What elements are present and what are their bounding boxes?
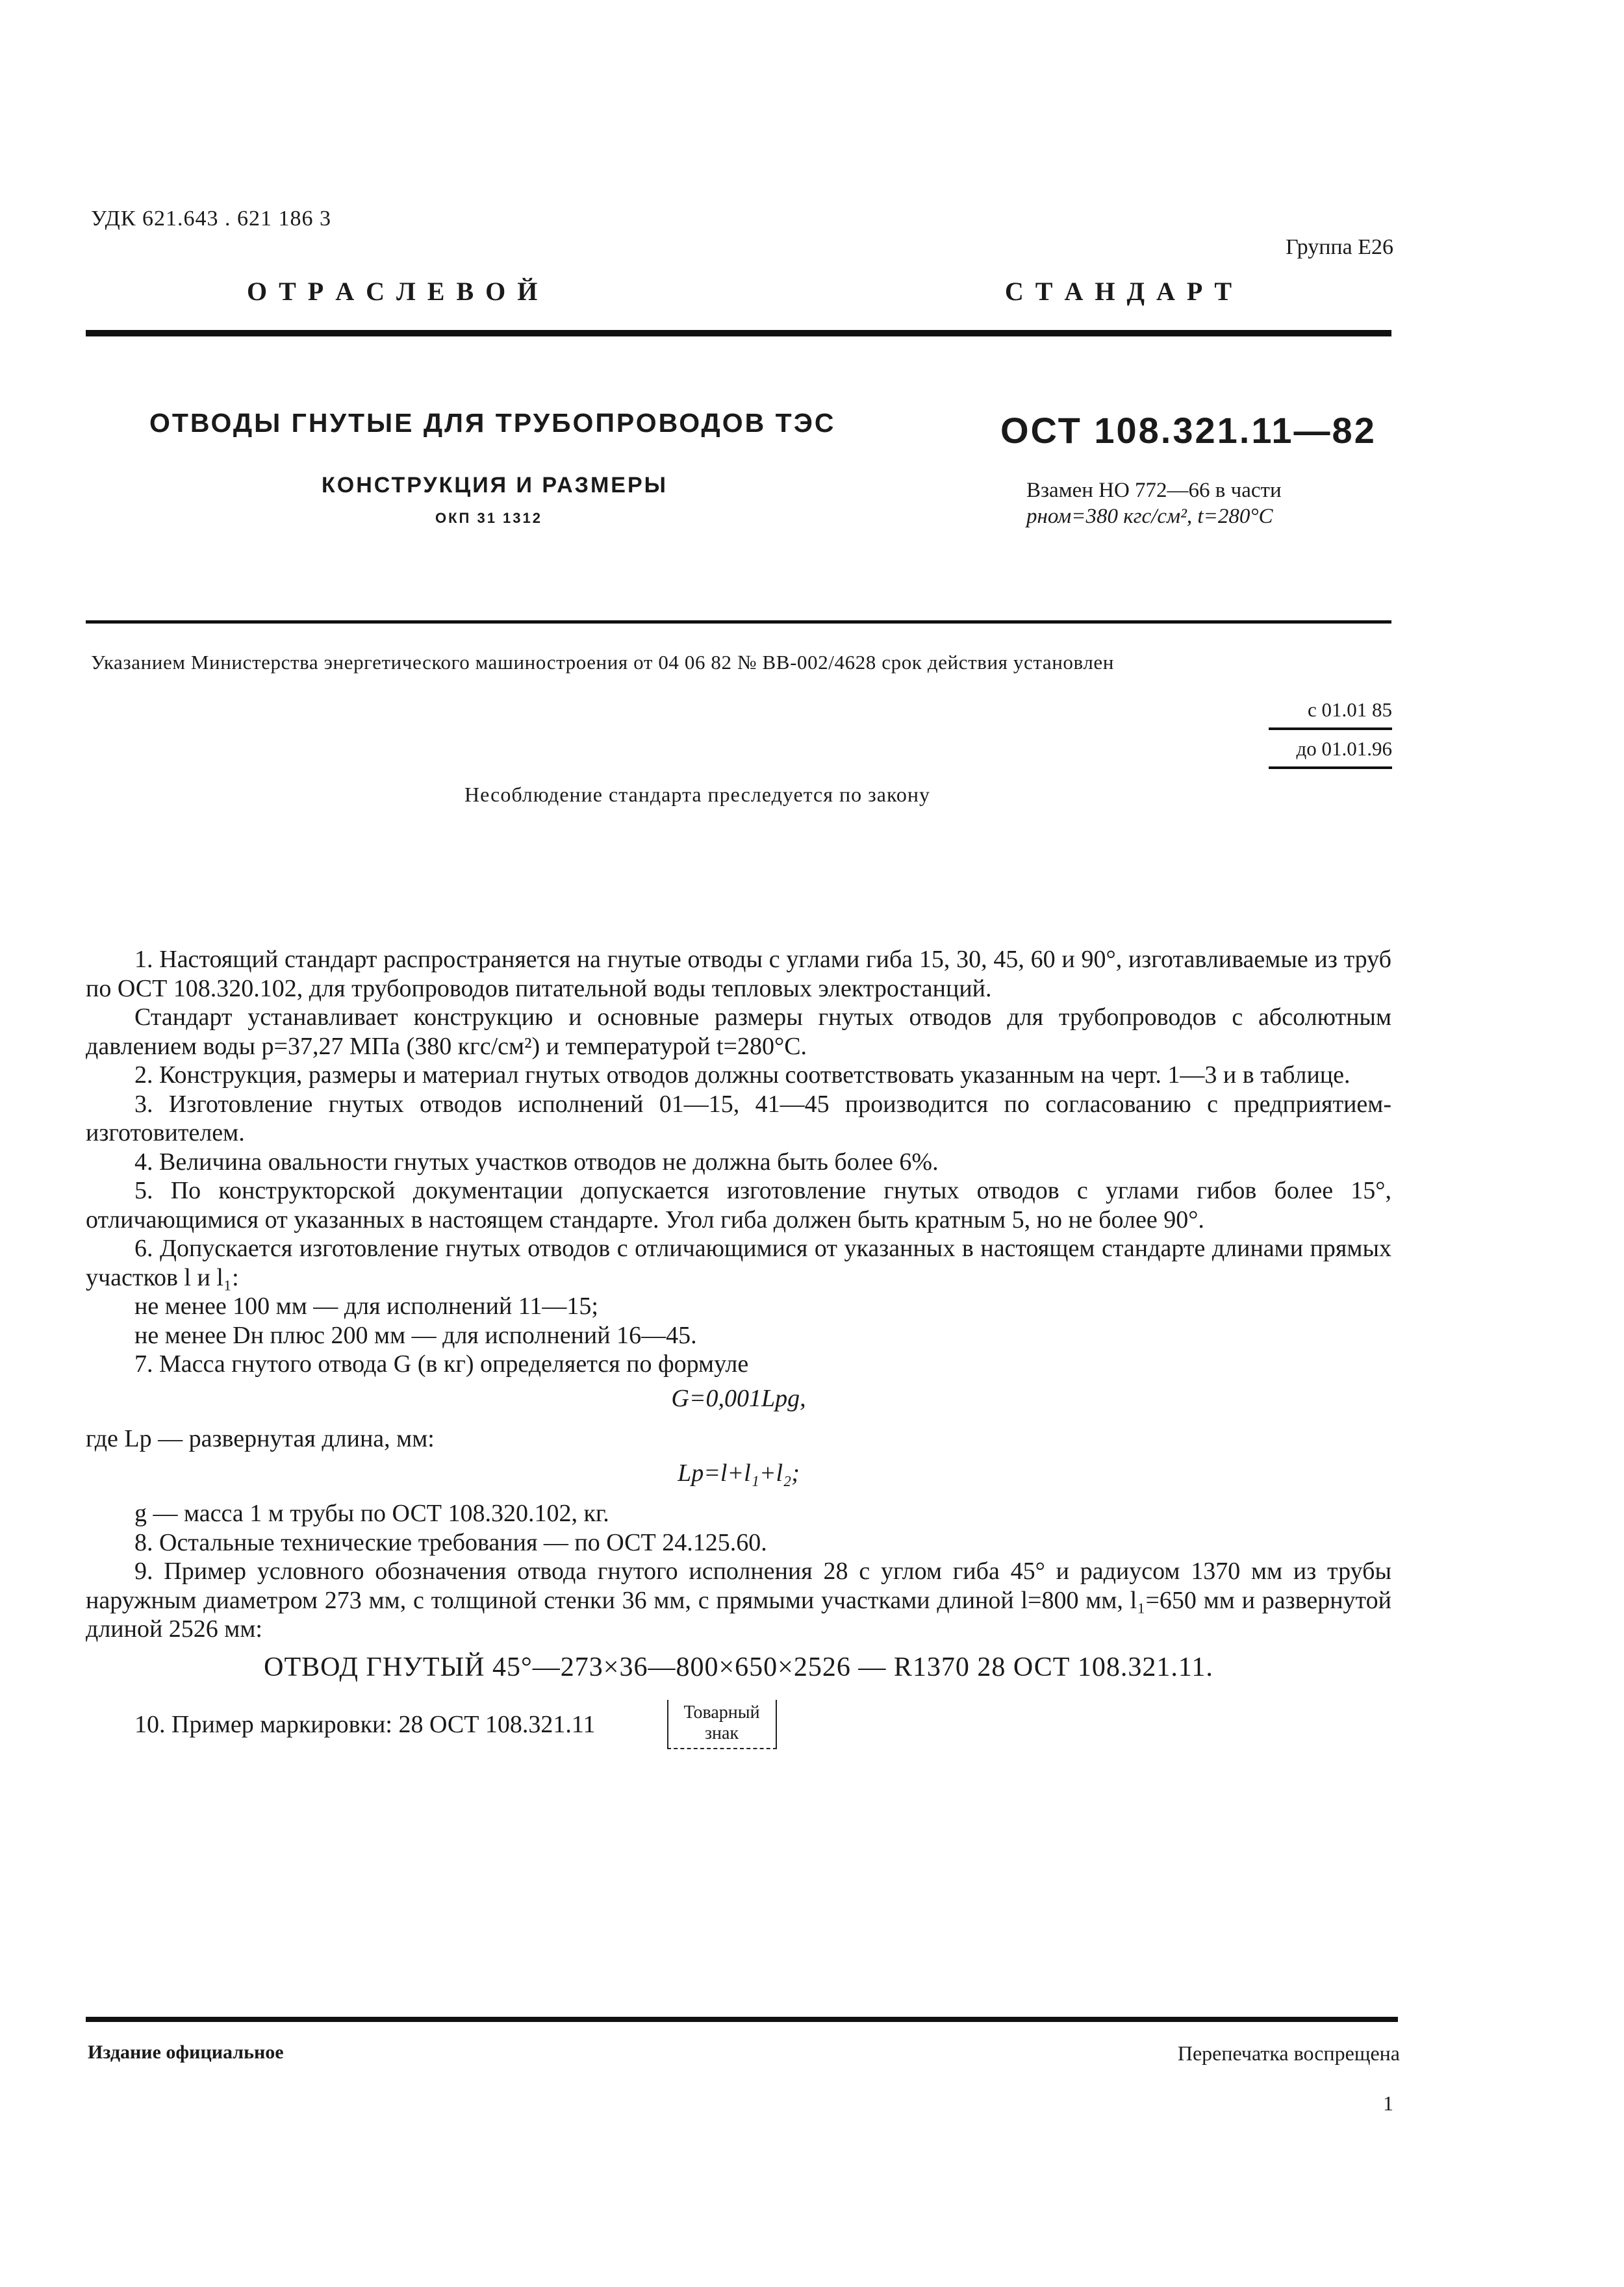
clause-6: 6. Допускается изготовление гнутых отводов с отличающимися от указанных в настоящем стандарте длинами прямых участков l и l₁:: [86, 1235, 1391, 1291]
replaces-line-1: Взамен НО 772—66 в части: [1026, 479, 1282, 502]
clause-1-scope: Стандарт устанавливает конструкцию и основные размеры гнутых отводов для трубопроводов с абсолютным давлением воды p=37,27 МПа (380 кгс/см²) и температурой t=280°С.: [86, 1004, 1391, 1060]
length-formula: Lp=l+l₁+l₂;: [678, 1459, 800, 1487]
edition-note: Издание официальное: [88, 2041, 284, 2063]
title-rule: [86, 620, 1391, 624]
clause-10: [86, 1682, 1391, 1749]
clause-2: 2. Конструкция, размеры и материал гнутых отводов должны соответствовать указанным на черт. 1—3 и в таблице.: [134, 1061, 1351, 1089]
replaces-line-2: pном=380 кгс/см², t=280°С: [1026, 505, 1273, 528]
clause-4: 4. Величина овальности гнутых участков отводов не должна быть более 6%.: [134, 1148, 939, 1176]
document-title: ОТВОДЫ ГНУТЫЕ ДЛЯ ТРУБОПРОВОДОВ ТЭС: [149, 408, 836, 438]
legal-notice: Несоблюдение стандарта преследуется по закону: [464, 783, 930, 806]
header-rule-thick: [86, 330, 1391, 336]
reprint-note: Перепечатка воспрещена: [1177, 2041, 1400, 2065]
page-number: 1: [1383, 2091, 1393, 2115]
standard-code: ОСТ 108.321.11—82: [1000, 410, 1377, 451]
formula-where-lp: где Lp — развернутая длина, мм:: [86, 1425, 435, 1452]
clause-6-item-b: не менее Dн плюс 200 мм — для исполнений 16—45.: [134, 1321, 697, 1349]
banner-word-1: О Т Р А С Л Е В О Й: [247, 277, 540, 306]
standard-body: [86, 945, 1391, 1749]
replaces-note: [1026, 477, 1282, 529]
document-subtitle: КОНСТРУКЦИЯ И РАЗМЕРЫ: [322, 473, 668, 498]
trademark-line-1: Товарный: [683, 1702, 760, 1723]
valid-from-underline: [1269, 727, 1392, 730]
clause-8: 8. Остальные технические требования — по ОСТ 24.125.60.: [134, 1528, 767, 1556]
designation-example: ОТВОД ГНУТЫЙ 45°—273×36—800×650×2526 — R1370 28 ОСТ 108.321.11.: [264, 1652, 1213, 1682]
banner-word-2: С Т А Н Д А Р Т: [1004, 277, 1234, 306]
valid-to-date: до 01.01.96: [1296, 737, 1392, 760]
standard-banner: [247, 276, 1234, 307]
mass-formula: G=0,001Lpg,: [671, 1384, 806, 1412]
marking-example: 10. Пример маркировки: 28 ОСТ 108.321.11: [134, 1710, 596, 1738]
udk-code: УДК 621.643 . 621 186 3: [91, 207, 332, 231]
clause-1: 1. Настоящий стандарт распространяется на гнутые отводы с углами гиба 15, 30, 45, 60 и 90°, изготавливаемые из труб по ОСТ 108.320.102, для трубопроводов питательной воды тепловых электростанций.: [86, 946, 1391, 1002]
valid-to-underline: [1269, 766, 1392, 769]
footer-rule: [86, 2017, 1398, 2022]
approval-text: Указанием Министерства энергетического машиностроения от 04 06 82 № ВВ-002/4628 срок действия установлен: [91, 651, 1114, 674]
trademark-line-2: знак: [704, 1723, 739, 1743]
clause-6-item-a: не менее 100 мм — для исполнений 11—15;: [134, 1293, 598, 1320]
clause-3: 3. Изготовление гнутых отводов исполнений 01—15, 41—45 производится по согласованию с предприятием-изготовителем.: [86, 1090, 1391, 1146]
okp-code: ОКП 31 1312: [435, 510, 542, 526]
clause-9: 9. Пример условного обозначения отвода гнутого исполнения 28 с углом гиба 45° и радиусом 1370 мм из трубы наружным диаметром 273 мм, с толщиной стенки 36 мм, с прямыми участками длиной l=800 мм, l₁=650 мм и развернутой длиной 2526 мм:: [86, 1558, 1391, 1643]
group-code: Группа Е26: [1286, 235, 1393, 259]
trademark-box: [667, 1700, 777, 1749]
valid-from-date: с 01.01 85: [1307, 698, 1392, 721]
clause-5: 5. По конструкторской документации допускается изготовление гнутых отводов с углами гибов более 15°, отличающимися от указанных в настоящем стандарте. Угол гиба должен быть кратным 5, но не более 90°.: [86, 1177, 1391, 1233]
clause-7: 7. Масса гнутого отвода G (в кг) определяется по формуле: [134, 1350, 749, 1378]
formula-where-g: g — масса 1 м трубы по ОСТ 108.320.102, кг.: [134, 1500, 609, 1527]
